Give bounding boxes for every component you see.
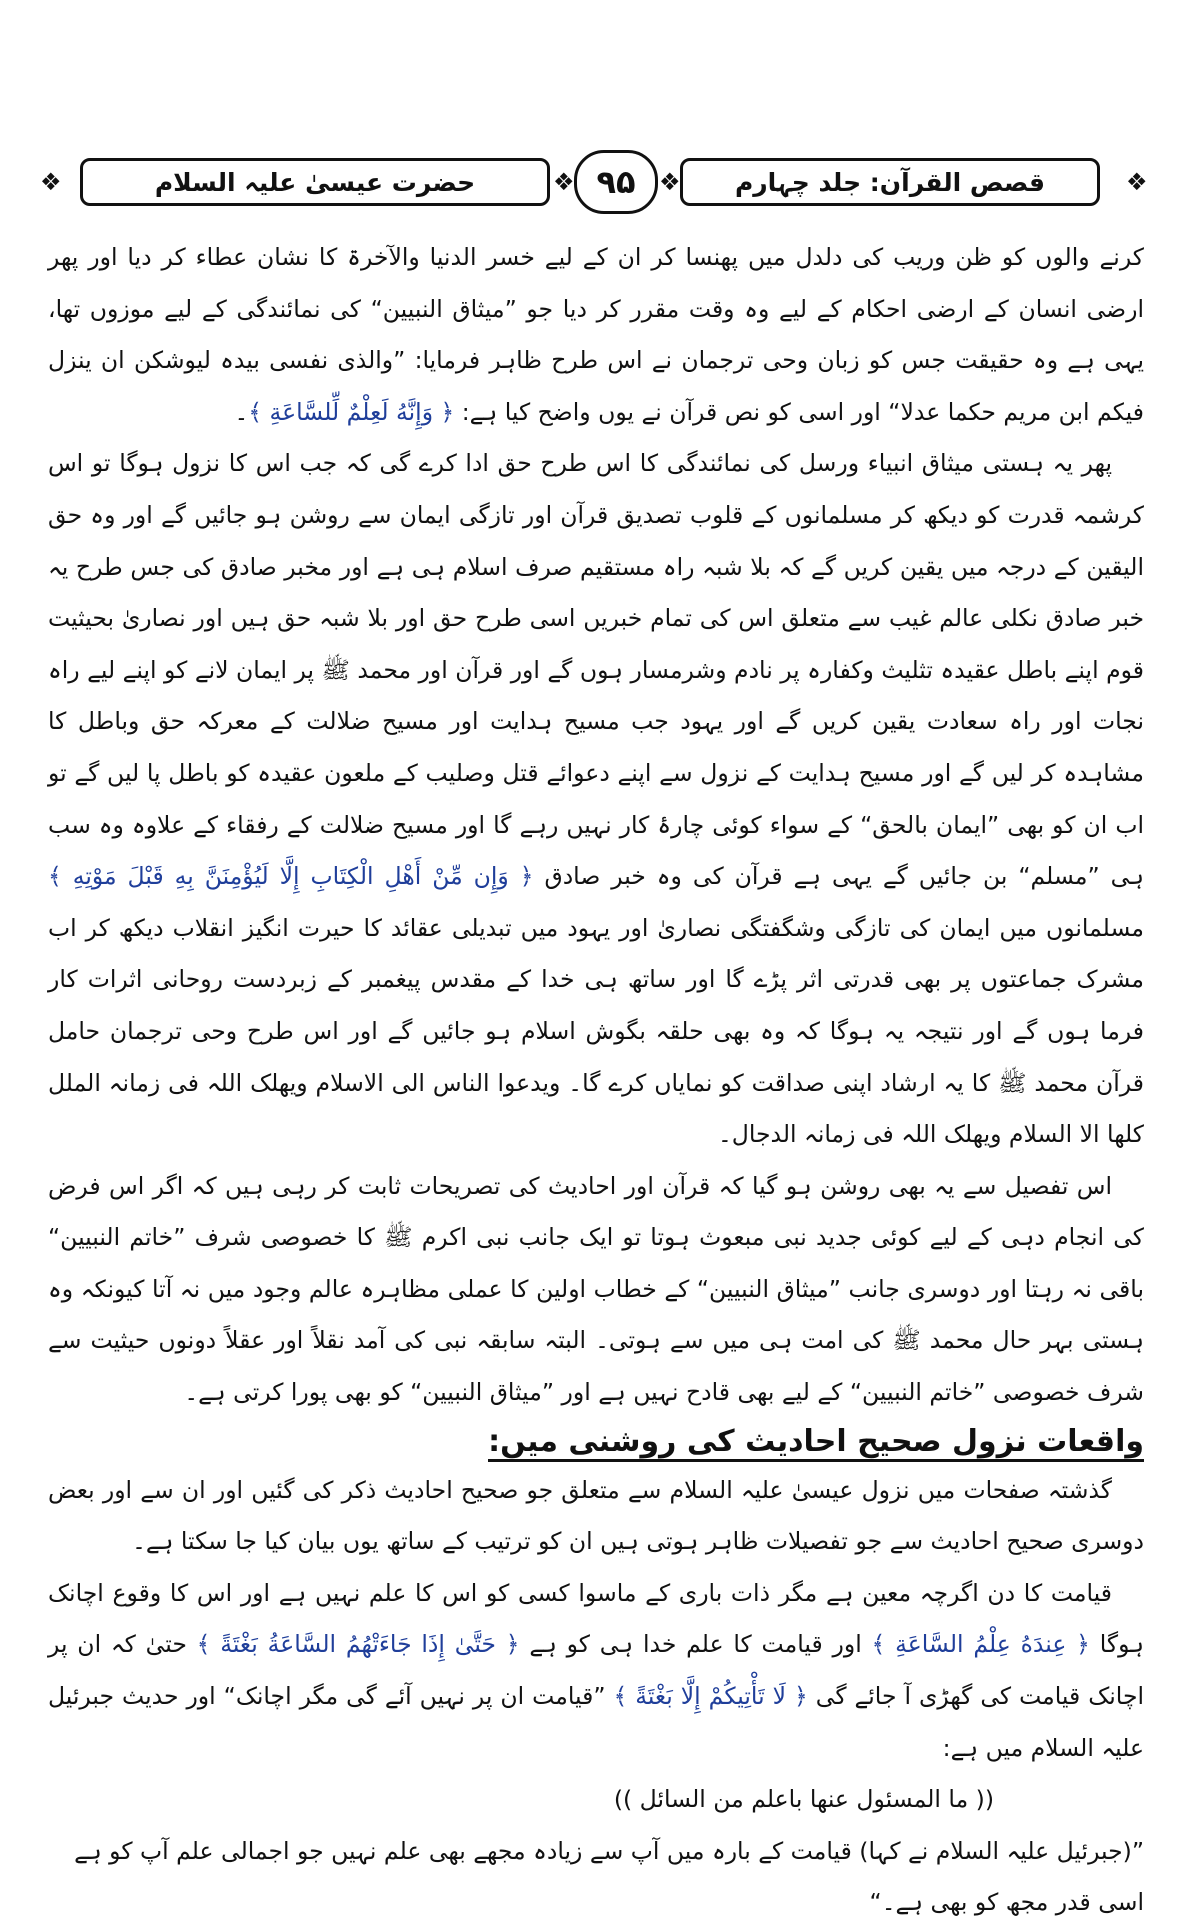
text: پھر یہ ہستی میثاق انبیاء ورسل کی نمائندگی کا اس طرح حق ادا کرے گی کہ جب اس کا نزول ہوگا تو اس کرشمہ قدرت کو دیکھ کر مسلمانوں کے قلوب تصدیق قرآن اور تازگی ایمان سے روشن ہو جائیں گے اور وہ حق الیقین کے درجہ میں یقین کریں گے کہ بلا شبہ راہ مستقیم صرف اسلام ہی ہے اور مخبر صادق کی جس طرح یہ خبر صادق نکلی عالم غیب سے متعلق اس کی تمام خبریں اسی طرح حق اور بلا شبہ حق ہیں اور نصاریٰ بحیثیت قوم اپنے باطل عقیدہ تثلیث وکفارہ پر نادم وشرمسار ہوں گے اور قرآن اور محمد ﷺ پر ایمان لانے کو اپنے لیے راہ نجات اور راہ سعادت یقین کریں گے اور یہود جب مسیح ہدایت اور مسیح ضلالت کے معرکہ حق وباطل کا مشاہدہ کر لیں گے اور مسیح ہدایت کے نزول سے اپنے دعوائے قتل وصلیب کے ملعون عقیدہ کو باطل پا لیں گے تو اب ان کو بھی ”ایمان بالحق“ کے سواء کوئی چارۂ کار نہیں رہے گا اور مسیح ضلالت کے رفقاء کے علاوہ وہ سب ہی ”مسلم“ بن جائیں گے یہی ہے قرآن کی وہ خبر صادق — [48, 449, 1144, 891]
paragraph-3: اس تفصیل سے یہ بھی روشن ہو گیا کہ قرآن اور احادیث کی تصریحات ثابت کر رہی ہیں کہ اگر اس فرض کی انجام دہی کے لیے کوئی جدید نبی مبعوث ہوتا تو ایک جانب نبی اکرم ﷺ کا خصوصی شرف ”خاتم النبیین“ باقی نہ رہتا اور دوسری جانب ”میثاق النبیین“ کے خطاب اولین کا عملی مظاہرہ عالم وجود میں نہ آتا کیونکہ وہ ہستی بہر حال محمد ﷺ کی امت ہی میں سے ہوتی۔ البتہ سابقہ نبی کی آمد نقلاً اور عقلاً دونوں حیثیت سے شرف خصوصی ”خاتم النبیین“ کے لیے بھی قادح نہیں ہے اور ”میثاق النبیین“ کو بھی پورا کرتی ہے۔ — [48, 1171, 1144, 1407]
hadith-quote: ویدعوا الناس الی الاسلام ویھلک اللہ فی زمانہ الملل کلھا الا السلام ویھلک اللہ فی زمانہ الدجال۔ — [48, 1068, 1144, 1149]
hadith-arabic: (( ما المسئول عنھا باعلم من السائل )) — [613, 1785, 994, 1814]
text: اور قیامت کا علم خدا ہی کو ہے — [519, 1630, 872, 1659]
quran-verse: ﴿ عِندَهُ عِلْمُ السَّاعَةِ ﴾ — [871, 1630, 1090, 1659]
quran-verse: ﴿ لَا تَأْتِيكُمْ إِلَّا بَغْتَةً ﴾ — [613, 1682, 808, 1711]
quran-verse: ﴿ وَإِن مِّنْ أَهْلِ الْكِتَابِ إِلَّا لَيُؤْمِنَنَّ بِهِ قَبْلَ مَوْتِهِ ﴾ — [48, 862, 534, 891]
ornament-icon: ❖ — [1126, 168, 1148, 196]
page-header — [40, 150, 1150, 220]
section-heading-text: واقعات نزول صحیح احادیث کی روشنی میں: — [488, 1424, 1144, 1462]
text: ”قیامت ان پر نہیں آئے گی مگر اچانک“ اور حدیث جبرئیل علیہ السلام میں ہے: — [48, 1682, 1144, 1762]
section-heading — [48, 1419, 1144, 1465]
header-book-box — [680, 158, 1100, 206]
text: قیامت کا دن اگرچہ معین ہے مگر ذات باری کے ماسوا کسی کو اس کا علم نہیں ہے اور اس کا وقوع اچانک ہوگا — [48, 1578, 1144, 1659]
paragraph-1 — [48, 232, 1144, 438]
text: مسلمانوں میں ایمان کی تازگی وشگفتگی نصاریٰ اور یہود میں تبدیلی عقائد کا حیرت انگیز انقلاب دیکھ کر اب مشرک جماعتوں پر بھی قدرتی اثر پڑے گا اور ساتھ ہی خدا کے مقدس پیغمبر کے زبردست روحانی اثرات کار فرما ہوں گے اور نتیجہ یہ ہوگا کہ وہ بھی حلقہ بگوش اسلام ہو جائیں گے اور اس طرح وحی ترجمان حامل قرآن محمد ﷺ کا یہ ارشاد اپنی صداقت کو نمایاں کرے گا۔ — [48, 913, 1144, 1097]
header-chapter-title: حضرت عیسیٰ علیہ السلام — [154, 167, 476, 197]
paragraph-2 — [48, 438, 1144, 1160]
paragraph-4: گذشتہ صفحات میں نزول عیسیٰ علیہ السلام سے متعلق جو صحیح احادیث ذکر کی گئیں اور ان سے اور بعض دوسری صحیح احادیث سے جو تفصیلات ظاہر ہوتی ہیں ان کو ترتیب کے ساتھ یوں بیان کیا جا سکتا ہے۔ — [48, 1475, 1144, 1556]
hadith-translation: ”(جبرئیل علیہ السلام نے کہا) قیامت کے بارہ میں آپ سے زیادہ مجھے بھی علم نہیں جو اجمالی علم آپ کو ہے اسی قدر مجھ کو بھی ہے۔“ — [74, 1836, 1144, 1917]
text: “ اور اسی کو نص قرآن نے یوں واضح کیا ہے: — [454, 397, 901, 426]
text: کرنے والوں کو ظن وریب کی دلدل میں پھنسا کر ان کے لیے خسر الدنیا والآخرۃ کا نشان عطاء کر دیا اور پھر ارضی انسان کے ارضی احکام کے لیے وہ وقت مقرر کر دیا جو ”میثاق النبیین“ کی نمائندگی کے لیے موزوں تھا، یہی ہے وہ حقیقت جس کو زبان وحی ترجمان نے اس طرح ظاہر فرمایا: ” — [48, 243, 1144, 375]
page-number: ۹۵ — [574, 150, 658, 214]
ornament-icon: ❖ — [659, 168, 681, 196]
header-chapter-box — [80, 158, 550, 206]
text: ۔ — [234, 397, 249, 426]
quran-verse: ﴿ حَتَّىٰ إِذَا جَاءَتْهُمُ السَّاعَةُ بَغْتَةً ﴾ — [196, 1630, 520, 1659]
quran-verse: ﴿ وَإِنَّهُ لَعِلْمٌ لِّلسَّاعَةِ ﴾ — [248, 397, 455, 426]
text: حتیٰ کہ ان پر اچانک قیامت کی گھڑی آ جائے گی — [48, 1630, 1144, 1711]
ornament-icon: ❖ — [553, 168, 575, 196]
page-content — [48, 232, 1144, 1929]
paragraph-5 — [48, 1568, 1144, 1774]
ornament-icon: ❖ — [40, 168, 62, 196]
header-book-title: قصص القرآن: جلد چہارم — [734, 167, 1046, 197]
hadith-quote: والذی نفسی بیدہ لیوشکن ان ینزل فیکم ابن مریم حکما عدلا — [48, 346, 1144, 426]
